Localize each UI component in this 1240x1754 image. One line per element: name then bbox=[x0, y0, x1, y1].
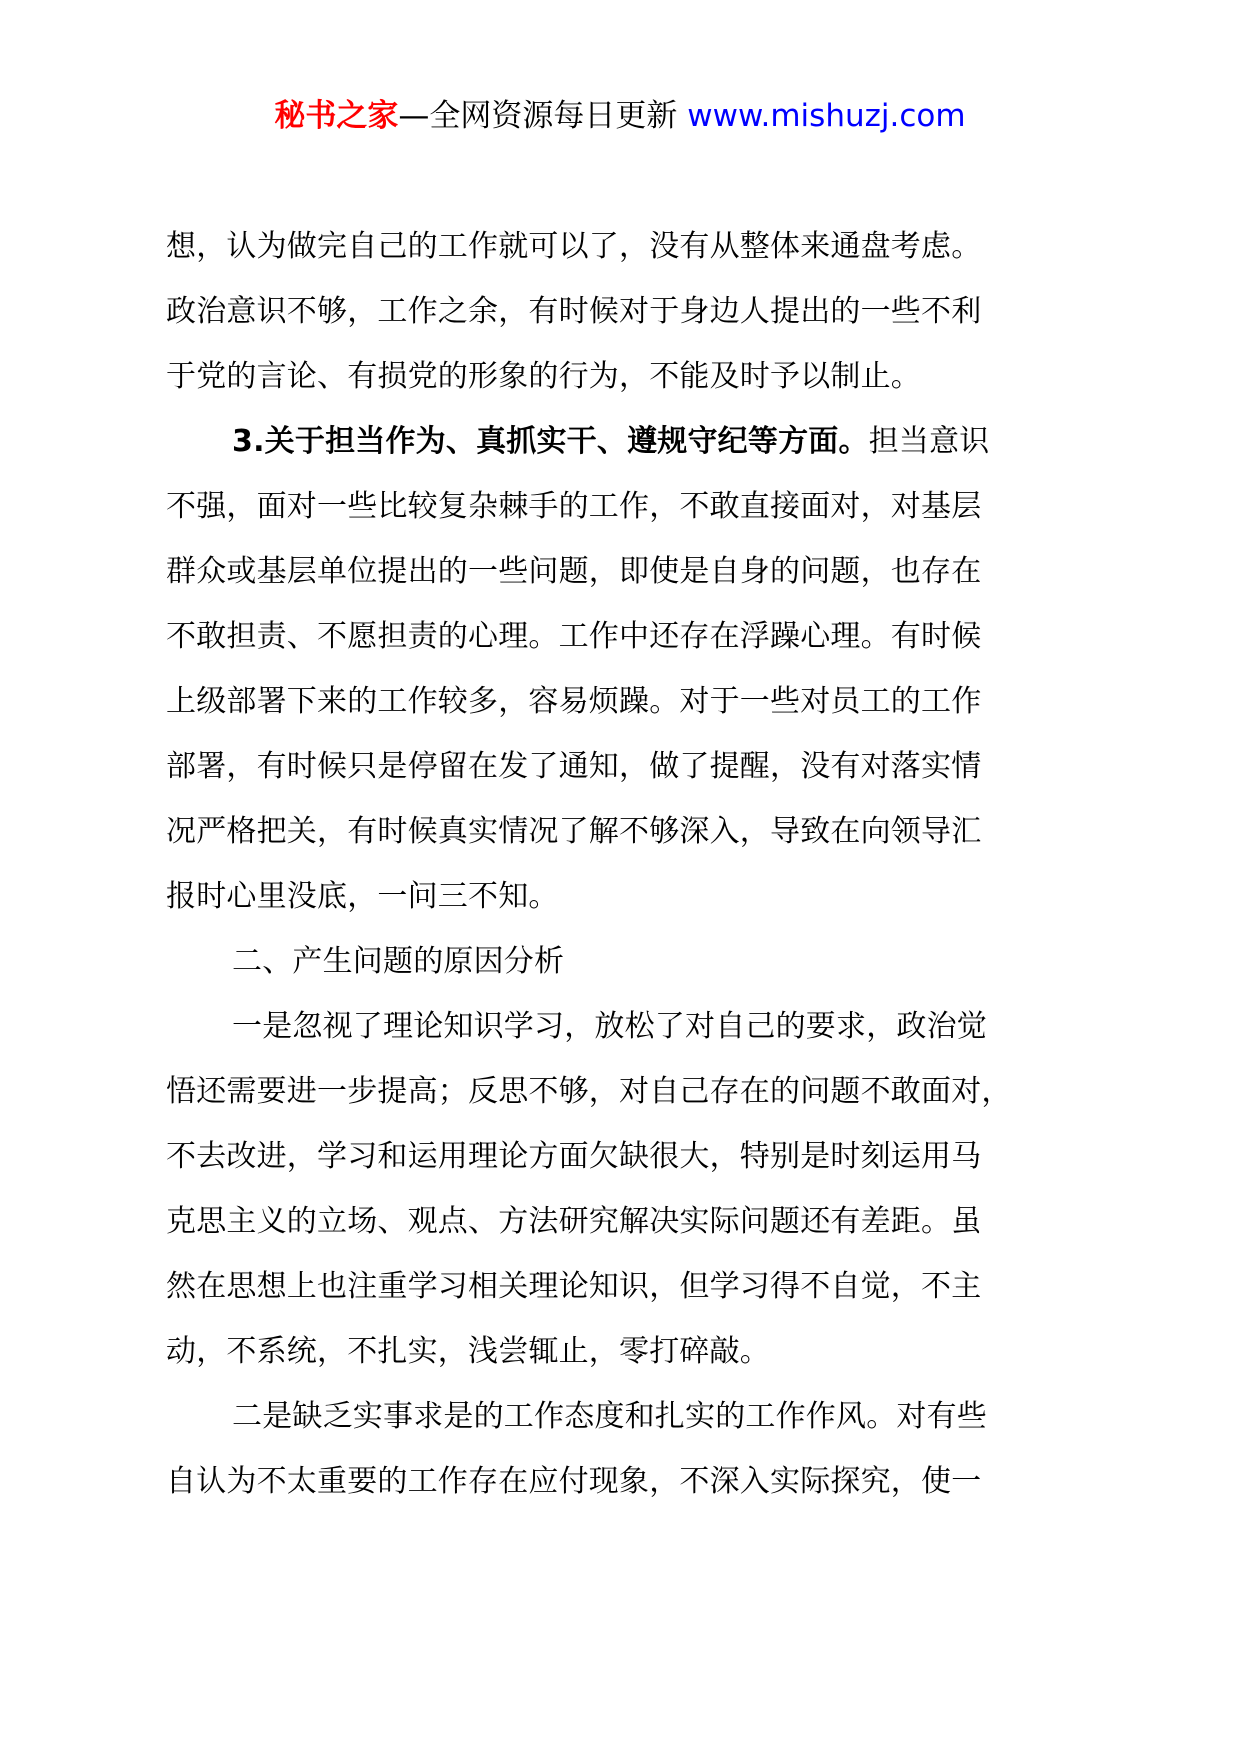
page-header bbox=[0, 96, 1240, 136]
text-line: 动，不系统，不扎实，浅尝辄止，零打碎敲。 bbox=[166, 1334, 770, 1369]
section-heading-3-title: 3.关于担当作为、真抓实干、遵规守纪等方面。 bbox=[232, 424, 869, 459]
text-line: 上级部署下来的工作较多，容易烦躁。对于一些对员工的工作 bbox=[166, 684, 982, 719]
text-line: 不强，面对一些比较复杂棘手的工作，不敢直接面对，对基层 bbox=[166, 489, 982, 524]
text-line: 报时心里没底，一问三不知。 bbox=[166, 879, 559, 914]
text-line: 然在思想上也注重学习相关理论知识，但学习得不自觉，不主 bbox=[166, 1269, 982, 1304]
document-body bbox=[166, 214, 1106, 1514]
website-url[interactable]: www.mishuzj.com bbox=[687, 98, 966, 134]
text-line: 况严格把关，有时候真实情况了解不够深入，导致在向领导汇 bbox=[166, 814, 982, 849]
text-line: 部署，有时候只是停留在发了通知，做了提醒，没有对落实情 bbox=[166, 749, 982, 784]
text-line: 一是忽视了理论知识学习，放松了对自己的要求，政治觉 bbox=[232, 1009, 987, 1044]
text-line: 不去改进，学习和运用理论方面欠缺很大，特别是时刻运用马 bbox=[166, 1139, 982, 1174]
text-line: 群众或基层单位提出的一些问题，即使是自身的问题，也存在 bbox=[166, 554, 982, 589]
brand-name: 秘书之家 bbox=[274, 98, 399, 134]
text-line: 悟还需要进一步提高；反思不够，对自己存在的问题不敢面对， bbox=[166, 1074, 1012, 1109]
section-heading-3-text: 担当意识 bbox=[868, 424, 990, 459]
section-heading-2: 二、产生问题的原因分析 bbox=[232, 944, 565, 979]
text-line: 想，认为做完自己的工作就可以了，没有从整体来通盘考虑。 bbox=[166, 229, 982, 264]
text-line: 于党的言论、有损党的形象的行为，不能及时予以制止。 bbox=[166, 359, 921, 394]
header-tagline: —全网资源每日更新 bbox=[398, 98, 688, 134]
text-line: 二是缺乏实事求是的工作态度和扎实的工作作风。对有些 bbox=[232, 1399, 987, 1434]
section-heading-3 bbox=[166, 409, 1106, 474]
text-line: 克思主义的立场、观点、方法研究解决实际问题还有差距。虽 bbox=[166, 1204, 982, 1239]
text-line: 自认为不太重要的工作存在应付现象，不深入实际探究，使一 bbox=[166, 1464, 982, 1499]
text-line: 不敢担责、不愿担责的心理。工作中还存在浮躁心理。有时候 bbox=[166, 619, 982, 654]
text-line: 政治意识不够，工作之余，有时候对于身边人提出的一些不利 bbox=[166, 294, 982, 329]
